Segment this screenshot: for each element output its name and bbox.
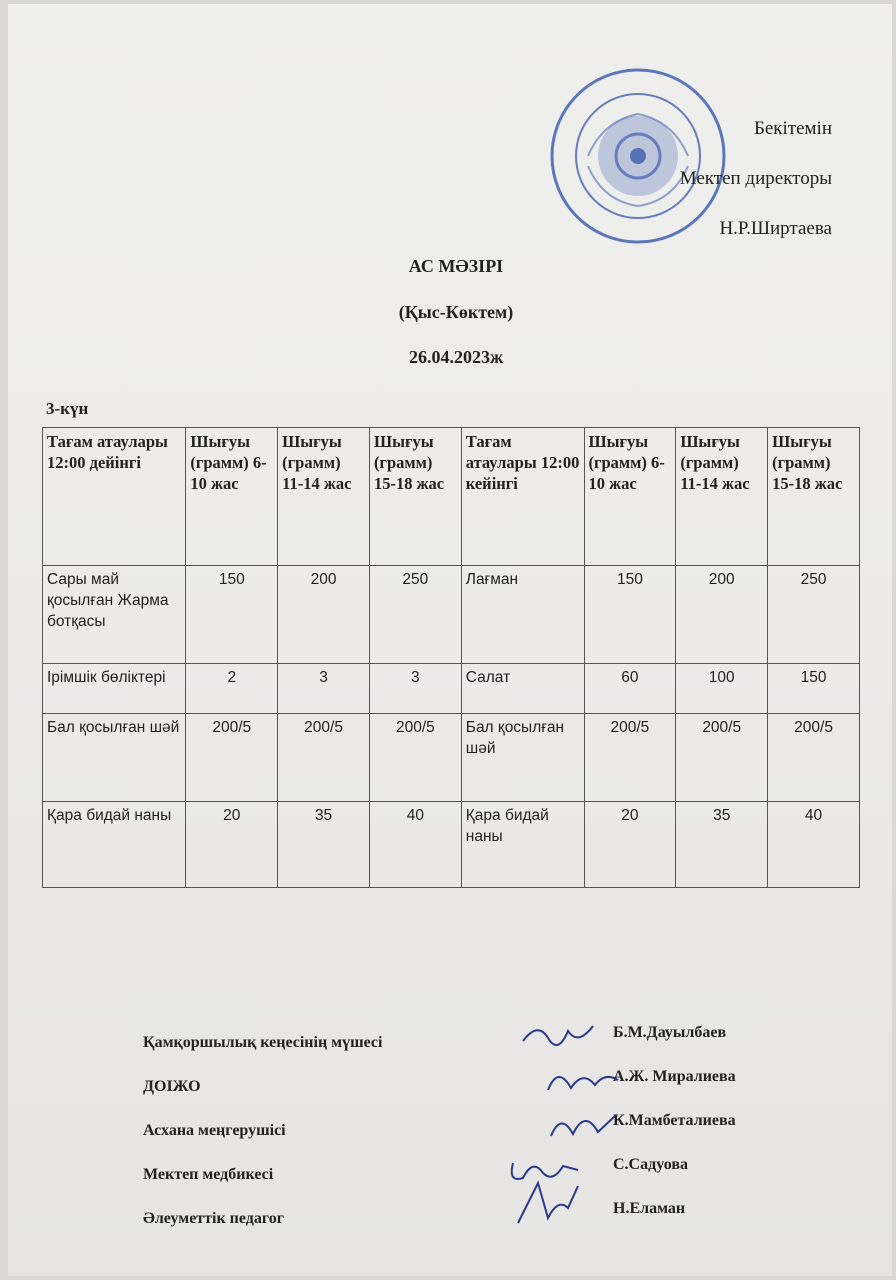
signer-row bbox=[143, 1156, 843, 1200]
table-row bbox=[43, 714, 860, 802]
table-cell: Бал қосылған шәй bbox=[43, 714, 186, 802]
table-cell: 200/5 bbox=[278, 714, 370, 802]
table-cell: 35 bbox=[676, 802, 768, 888]
signer-role: Асхана меңгерушісі bbox=[143, 1122, 286, 1139]
table-cell: Бал қосылған шәй bbox=[461, 714, 584, 802]
table-cell: 150 bbox=[768, 664, 860, 714]
table-cell: 40 bbox=[768, 802, 860, 888]
table-cell: 250 bbox=[768, 566, 860, 664]
table-cell: 60 bbox=[584, 664, 676, 714]
signature-icon bbox=[508, 1178, 588, 1228]
column-header: Шығуы (грамм) 11-14 жас bbox=[278, 428, 370, 566]
table-cell: 35 bbox=[278, 802, 370, 888]
day-label: 3-күн bbox=[46, 399, 89, 418]
signer-name: Б.М.Дауылбаев bbox=[613, 1024, 727, 1041]
signer-name: А.Ж. Миралиева bbox=[613, 1068, 736, 1085]
table-cell: Салат bbox=[461, 664, 584, 714]
signer-name: С.Садуова bbox=[613, 1156, 689, 1173]
signer-row bbox=[143, 1024, 843, 1068]
signers-block bbox=[143, 1024, 843, 1244]
column-header: Шығуы (грамм) 15-18 жас bbox=[369, 428, 461, 566]
signer-row bbox=[143, 1068, 843, 1112]
signature-icon bbox=[518, 1016, 598, 1056]
signer-role: Әлеуметтік педагог bbox=[143, 1210, 285, 1227]
approval-line-approve: Бекітемін bbox=[753, 118, 832, 139]
table-header-row bbox=[43, 428, 860, 566]
signature-icon bbox=[543, 1104, 623, 1144]
table-row bbox=[43, 664, 860, 714]
approval-line-position: Мектеп директоры bbox=[679, 168, 832, 189]
column-header: Шығуы (грамм) 15-18 жас bbox=[768, 428, 860, 566]
table-cell: Лағман bbox=[461, 566, 584, 664]
signature-icon bbox=[543, 1060, 623, 1100]
table-cell: 200/5 bbox=[584, 714, 676, 802]
approval-line-director: Н.Р.Ширтаева bbox=[719, 218, 832, 239]
table-cell: Қара бидай наны bbox=[461, 802, 584, 888]
column-header: Тағам атаулары 12:00 кейінгі bbox=[461, 428, 584, 566]
table-cell: 200/5 bbox=[768, 714, 860, 802]
table-cell: 150 bbox=[186, 566, 278, 664]
table-cell: 20 bbox=[186, 802, 278, 888]
column-header: Шығуы (грамм) 6-10 жас bbox=[584, 428, 676, 566]
table-cell: 200/5 bbox=[369, 714, 461, 802]
table-cell: 200 bbox=[278, 566, 370, 664]
signer-name: Н.Еламан bbox=[613, 1200, 686, 1217]
table-cell: 40 bbox=[369, 802, 461, 888]
approval-block bbox=[680, 104, 832, 254]
table-cell: 3 bbox=[278, 664, 370, 714]
document-page bbox=[8, 4, 892, 1276]
table-cell: 150 bbox=[584, 566, 676, 664]
table-cell: Сары май қосылған Жарма ботқасы bbox=[43, 566, 186, 664]
season-label: (Қыс-Көктем) bbox=[398, 302, 514, 322]
table-cell: Ірімшік бөліктері bbox=[43, 664, 186, 714]
date-label: 26.04.2023ж bbox=[408, 347, 504, 367]
signer-row bbox=[143, 1200, 843, 1244]
menu-table bbox=[42, 427, 860, 888]
table-cell: 200/5 bbox=[676, 714, 768, 802]
table-row bbox=[43, 566, 860, 664]
signer-role: ДОІЖО bbox=[143, 1078, 201, 1095]
table-cell: 200 bbox=[676, 566, 768, 664]
table-cell: 3 bbox=[369, 664, 461, 714]
signer-row bbox=[143, 1112, 843, 1156]
table-row bbox=[43, 802, 860, 888]
page-title: АС МӘЗІРІ bbox=[408, 256, 504, 276]
column-header: Шығуы (грамм) 6-10 жас bbox=[186, 428, 278, 566]
signer-role: Қамқоршылық кеңесінің мүшесі bbox=[143, 1034, 383, 1051]
signer-name: К.Мамбеталиева bbox=[613, 1112, 736, 1129]
table-cell: 250 bbox=[369, 566, 461, 664]
table-cell: 200/5 bbox=[186, 714, 278, 802]
table-cell: 100 bbox=[676, 664, 768, 714]
table-cell: Қара бидай наны bbox=[43, 802, 186, 888]
table-cell: 2 bbox=[186, 664, 278, 714]
table-cell: 20 bbox=[584, 802, 676, 888]
signer-role: Мектеп медбикесі bbox=[143, 1166, 274, 1183]
column-header: Тағам атаулары 12:00 дейінгі bbox=[43, 428, 186, 566]
column-header: Шығуы (грамм) 11-14 жас bbox=[676, 428, 768, 566]
